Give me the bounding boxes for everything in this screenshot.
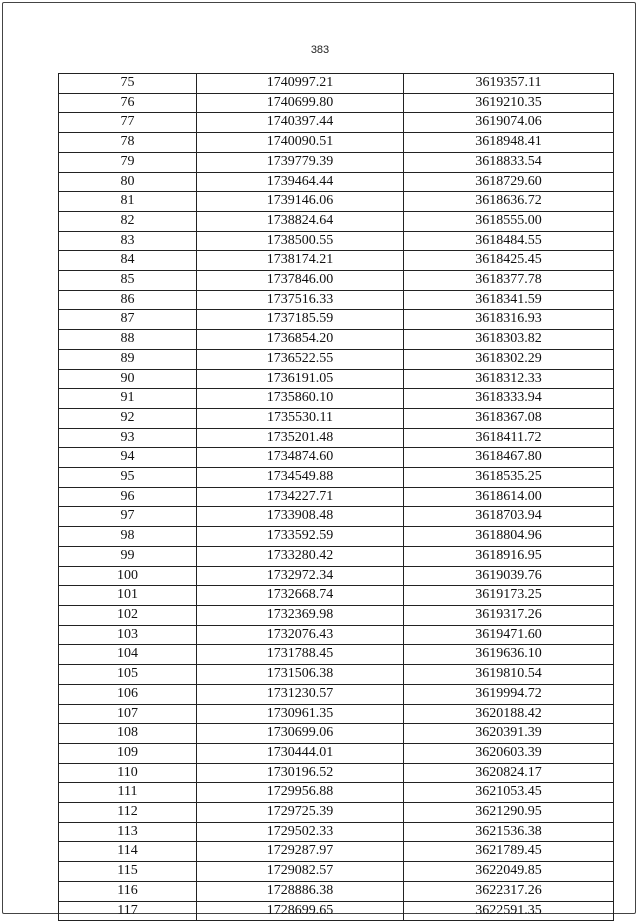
y-coordinate-cell: 3618377.78 [404, 271, 614, 291]
x-coordinate-cell: 1737516.33 [197, 290, 404, 310]
point-number-cell: 90 [59, 369, 197, 389]
y-coordinate-cell: 3618367.08 [404, 408, 614, 428]
y-coordinate-cell: 3618636.72 [404, 192, 614, 212]
point-number-cell: 76 [59, 93, 197, 113]
point-number-cell: 81 [59, 192, 197, 212]
y-coordinate-cell: 3620603.39 [404, 743, 614, 763]
point-number-cell: 112 [59, 803, 197, 823]
y-coordinate-cell: 3618341.59 [404, 290, 614, 310]
x-coordinate-cell: 1739779.39 [197, 152, 404, 172]
x-coordinate-cell: 1733280.42 [197, 546, 404, 566]
table-row [59, 625, 614, 645]
y-coordinate-cell: 3618948.41 [404, 133, 614, 153]
point-number-cell: 79 [59, 152, 197, 172]
table-row [59, 645, 614, 665]
table-row [59, 881, 614, 901]
x-coordinate-cell: 1730699.06 [197, 724, 404, 744]
y-coordinate-cell: 3619471.60 [404, 625, 614, 645]
table-row [59, 743, 614, 763]
x-coordinate-cell: 1738824.64 [197, 211, 404, 231]
page-number: 383 [310, 44, 330, 56]
y-coordinate-cell: 3619074.06 [404, 113, 614, 133]
point-number-cell: 78 [59, 133, 197, 153]
table-row [59, 448, 614, 468]
x-coordinate-cell: 1731506.38 [197, 665, 404, 685]
point-number-cell: 113 [59, 822, 197, 842]
table-row [59, 724, 614, 744]
y-coordinate-cell: 3619810.54 [404, 665, 614, 685]
x-coordinate-cell: 1728699.65 [197, 901, 404, 921]
x-coordinate-cell: 1738174.21 [197, 251, 404, 271]
point-number-cell: 98 [59, 527, 197, 547]
point-number-cell: 83 [59, 231, 197, 251]
y-coordinate-cell: 3618614.00 [404, 487, 614, 507]
coordinates-table [58, 73, 614, 921]
table-row [59, 783, 614, 803]
y-coordinate-cell: 3622591.35 [404, 901, 614, 921]
table-row [59, 152, 614, 172]
y-coordinate-cell: 3619636.10 [404, 645, 614, 665]
table-row [59, 369, 614, 389]
point-number-cell: 75 [59, 74, 197, 94]
x-coordinate-cell: 1729287.97 [197, 842, 404, 862]
y-coordinate-cell: 3619994.72 [404, 684, 614, 704]
point-number-cell: 117 [59, 901, 197, 921]
point-number-cell: 97 [59, 507, 197, 527]
point-number-cell: 89 [59, 349, 197, 369]
x-coordinate-cell: 1732668.74 [197, 586, 404, 606]
table-row [59, 251, 614, 271]
table-row [59, 665, 614, 685]
x-coordinate-cell: 1734874.60 [197, 448, 404, 468]
table-row [59, 211, 614, 231]
x-coordinate-cell: 1730444.01 [197, 743, 404, 763]
point-number-cell: 114 [59, 842, 197, 862]
table-row [59, 93, 614, 113]
point-number-cell: 111 [59, 783, 197, 803]
x-coordinate-cell: 1736522.55 [197, 349, 404, 369]
point-number-cell: 105 [59, 665, 197, 685]
y-coordinate-cell: 3619173.25 [404, 586, 614, 606]
y-coordinate-cell: 3620188.42 [404, 704, 614, 724]
table-row [59, 803, 614, 823]
point-number-cell: 95 [59, 468, 197, 488]
x-coordinate-cell: 1733908.48 [197, 507, 404, 527]
y-coordinate-cell: 3619317.26 [404, 605, 614, 625]
x-coordinate-cell: 1740090.51 [197, 133, 404, 153]
table-row [59, 310, 614, 330]
x-coordinate-cell: 1728886.38 [197, 881, 404, 901]
point-number-cell: 96 [59, 487, 197, 507]
point-number-cell: 82 [59, 211, 197, 231]
x-coordinate-cell: 1734549.88 [197, 468, 404, 488]
y-coordinate-cell: 3621053.45 [404, 783, 614, 803]
table-row [59, 684, 614, 704]
point-number-cell: 109 [59, 743, 197, 763]
y-coordinate-cell: 3618333.94 [404, 389, 614, 409]
point-number-cell: 91 [59, 389, 197, 409]
table-row [59, 74, 614, 94]
point-number-cell: 88 [59, 330, 197, 350]
table-row [59, 546, 614, 566]
point-number-cell: 77 [59, 113, 197, 133]
point-number-cell: 110 [59, 763, 197, 783]
y-coordinate-cell: 3619357.11 [404, 74, 614, 94]
point-number-cell: 103 [59, 625, 197, 645]
y-coordinate-cell: 3618467.80 [404, 448, 614, 468]
y-coordinate-cell: 3622049.85 [404, 862, 614, 882]
x-coordinate-cell: 1732076.43 [197, 625, 404, 645]
y-coordinate-cell: 3618804.96 [404, 527, 614, 547]
table-row [59, 487, 614, 507]
y-coordinate-cell: 3619039.76 [404, 566, 614, 586]
y-coordinate-cell: 3621290.95 [404, 803, 614, 823]
y-coordinate-cell: 3618425.45 [404, 251, 614, 271]
x-coordinate-cell: 1735201.48 [197, 428, 404, 448]
x-coordinate-cell: 1740699.80 [197, 93, 404, 113]
table-row [59, 566, 614, 586]
table-row [59, 290, 614, 310]
y-coordinate-cell: 3618312.33 [404, 369, 614, 389]
x-coordinate-cell: 1739146.06 [197, 192, 404, 212]
point-number-cell: 102 [59, 605, 197, 625]
point-number-cell: 84 [59, 251, 197, 271]
table-row [59, 428, 614, 448]
table-row [59, 507, 614, 527]
y-coordinate-cell: 3618916.95 [404, 546, 614, 566]
point-number-cell: 80 [59, 172, 197, 192]
y-coordinate-cell: 3618703.94 [404, 507, 614, 527]
y-coordinate-cell: 3618555.00 [404, 211, 614, 231]
y-coordinate-cell: 3618535.25 [404, 468, 614, 488]
x-coordinate-cell: 1729502.33 [197, 822, 404, 842]
table-row [59, 192, 614, 212]
table-row [59, 468, 614, 488]
x-coordinate-cell: 1732972.34 [197, 566, 404, 586]
table-row [59, 822, 614, 842]
point-number-cell: 87 [59, 310, 197, 330]
y-coordinate-cell: 3618316.93 [404, 310, 614, 330]
y-coordinate-cell: 3618302.29 [404, 349, 614, 369]
point-number-cell: 115 [59, 862, 197, 882]
table-row [59, 133, 614, 153]
coordinates-table-body [59, 74, 614, 921]
x-coordinate-cell: 1732369.98 [197, 605, 404, 625]
point-number-cell: 99 [59, 546, 197, 566]
table-row [59, 349, 614, 369]
point-number-cell: 92 [59, 408, 197, 428]
point-number-cell: 93 [59, 428, 197, 448]
point-number-cell: 86 [59, 290, 197, 310]
point-number-cell: 116 [59, 881, 197, 901]
y-coordinate-cell: 3618484.55 [404, 231, 614, 251]
x-coordinate-cell: 1736191.05 [197, 369, 404, 389]
x-coordinate-cell: 1740397.44 [197, 113, 404, 133]
x-coordinate-cell: 1737846.00 [197, 271, 404, 291]
y-coordinate-cell: 3618411.72 [404, 428, 614, 448]
table-row [59, 113, 614, 133]
table-row [59, 842, 614, 862]
x-coordinate-cell: 1729956.88 [197, 783, 404, 803]
table-row [59, 605, 614, 625]
y-coordinate-cell: 3620824.17 [404, 763, 614, 783]
y-coordinate-cell: 3618833.54 [404, 152, 614, 172]
x-coordinate-cell: 1739464.44 [197, 172, 404, 192]
table-row [59, 271, 614, 291]
x-coordinate-cell: 1729082.57 [197, 862, 404, 882]
y-coordinate-cell: 3619210.35 [404, 93, 614, 113]
x-coordinate-cell: 1729725.39 [197, 803, 404, 823]
y-coordinate-cell: 3618729.60 [404, 172, 614, 192]
y-coordinate-cell: 3622317.26 [404, 881, 614, 901]
x-coordinate-cell: 1737185.59 [197, 310, 404, 330]
table-row [59, 763, 614, 783]
point-number-cell: 85 [59, 271, 197, 291]
point-number-cell: 104 [59, 645, 197, 665]
table-row [59, 408, 614, 428]
x-coordinate-cell: 1730196.52 [197, 763, 404, 783]
point-number-cell: 94 [59, 448, 197, 468]
point-number-cell: 107 [59, 704, 197, 724]
point-number-cell: 106 [59, 684, 197, 704]
x-coordinate-cell: 1740997.21 [197, 74, 404, 94]
table-row [59, 527, 614, 547]
x-coordinate-cell: 1730961.35 [197, 704, 404, 724]
y-coordinate-cell: 3620391.39 [404, 724, 614, 744]
table-row [59, 862, 614, 882]
x-coordinate-cell: 1731230.57 [197, 684, 404, 704]
point-number-cell: 101 [59, 586, 197, 606]
y-coordinate-cell: 3618303.82 [404, 330, 614, 350]
y-coordinate-cell: 3621536.38 [404, 822, 614, 842]
x-coordinate-cell: 1735860.10 [197, 389, 404, 409]
table-row [59, 389, 614, 409]
x-coordinate-cell: 1738500.55 [197, 231, 404, 251]
x-coordinate-cell: 1733592.59 [197, 527, 404, 547]
table-row [59, 586, 614, 606]
point-number-cell: 108 [59, 724, 197, 744]
table-row [59, 231, 614, 251]
table-row [59, 704, 614, 724]
point-number-cell: 100 [59, 566, 197, 586]
table-row [59, 172, 614, 192]
x-coordinate-cell: 1735530.11 [197, 408, 404, 428]
x-coordinate-cell: 1734227.71 [197, 487, 404, 507]
x-coordinate-cell: 1736854.20 [197, 330, 404, 350]
table-row [59, 330, 614, 350]
y-coordinate-cell: 3621789.45 [404, 842, 614, 862]
x-coordinate-cell: 1731788.45 [197, 645, 404, 665]
